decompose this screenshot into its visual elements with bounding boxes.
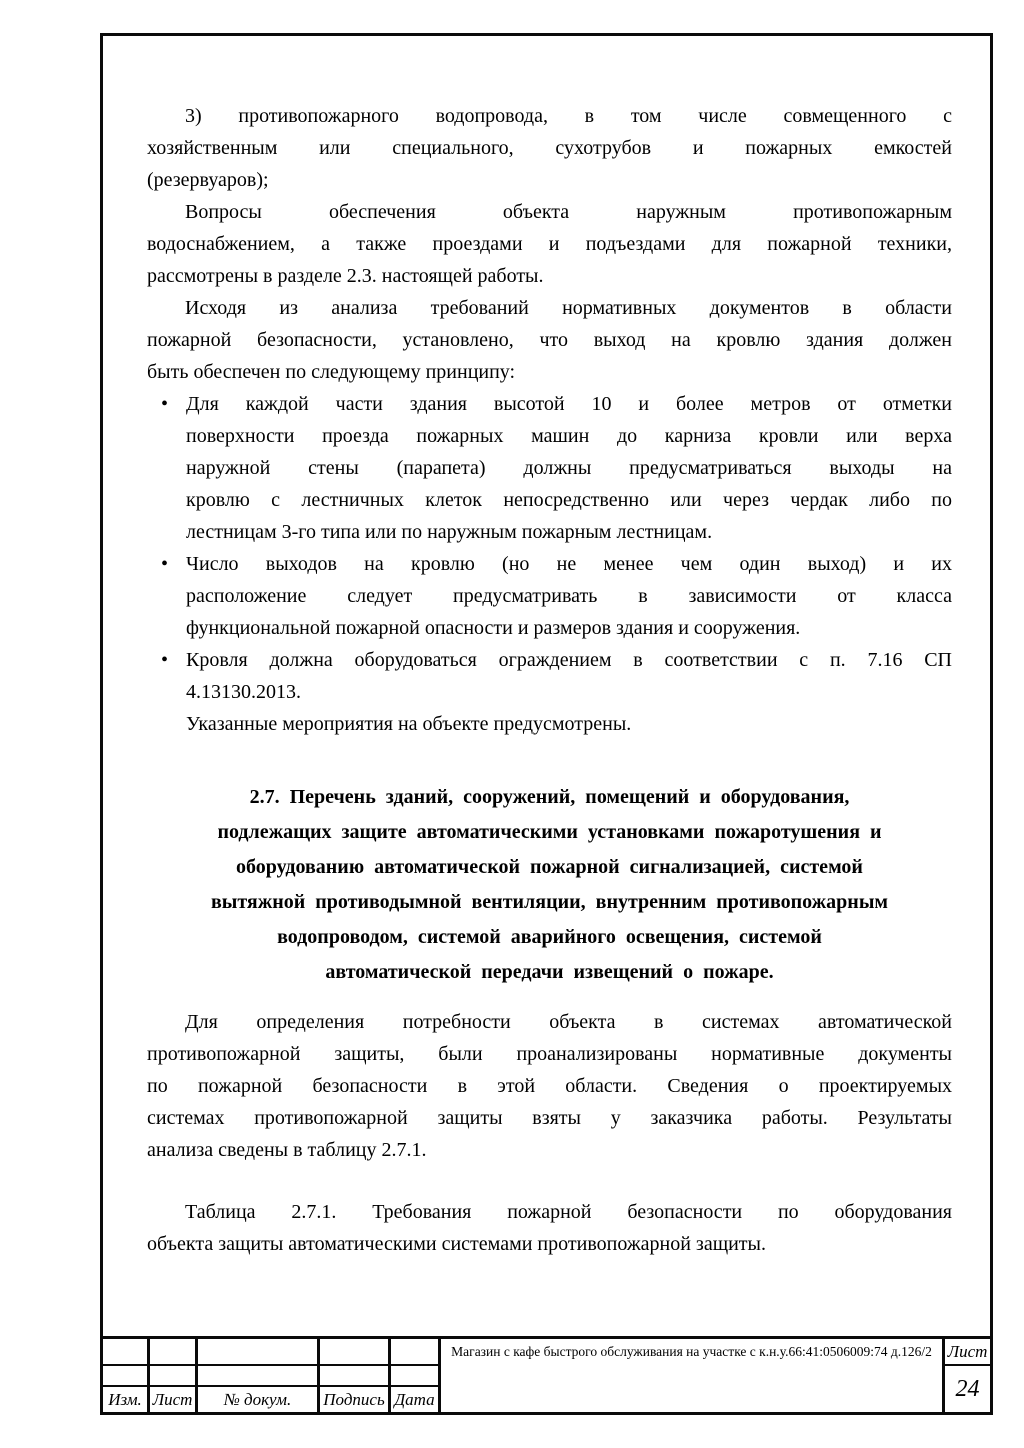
text-line: быть обеспечен по следующему принципу: xyxy=(147,361,516,383)
text-line: • Для каждой части здания высотой 10 и более метров от отметки xyxy=(186,393,952,415)
text-line: (резервуаров); xyxy=(147,169,269,191)
text-line: Для определения потребности объекта в системах автоматической xyxy=(185,1011,952,1033)
heading-line: водопроводом, системой аварийного освещения, системой xyxy=(277,926,822,948)
bullet-item xyxy=(147,548,952,644)
text-line: кровлю с лестничных клеток непосредственно или через чердак либо по xyxy=(186,489,952,511)
note-line: Указанные мероприятия на объекте предусмотрены. xyxy=(186,713,632,735)
paragraph-2 xyxy=(147,196,952,292)
text-line: хозяйственным или специального, сухотрубов и пожарных емкостей xyxy=(147,137,952,159)
titleblock-divider xyxy=(103,1364,441,1366)
heading-line: оборудованию автоматической пожарной сигнализацией, системой xyxy=(236,856,863,878)
title-block xyxy=(103,1336,990,1412)
text-line: поверхности проезда пожарных машин до карниза кровли или верха xyxy=(186,425,952,447)
bullet-item xyxy=(147,644,952,708)
stamp-sheet-number: 24 xyxy=(955,1375,980,1402)
stamp-label-podpis: Подпись xyxy=(323,1389,385,1409)
stamp-sheet-label: Лист xyxy=(947,1341,988,1361)
heading-line: 2.7. Перечень зданий, сооружений, помещений и оборудования, xyxy=(249,786,850,808)
text-line: пожарной безопасности, установлено, что выход на кровлю здания должен xyxy=(147,329,952,351)
document-content xyxy=(147,100,952,1260)
text-line: • Кровля должна оборудоваться ограждением в соответствии с п. 7.16 СП xyxy=(186,649,952,671)
paragraph-table-caption xyxy=(147,1196,952,1260)
text-line: 4.13130.2013. xyxy=(186,681,301,703)
stamp-label-list: Лист xyxy=(152,1389,193,1409)
text-line: Исходя из анализа требований нормативных документов в области xyxy=(185,297,952,319)
paragraph-4 xyxy=(147,1006,952,1166)
text-line: Вопросы обеспечения объекта наружным противопожарным xyxy=(185,201,952,223)
paragraph-1 xyxy=(147,100,952,196)
text-line: по пожарной безопасности в этой области. Сведения о проектируемых xyxy=(147,1075,952,1097)
text-line: рассмотрены в разделе 2.3. настоящей работы. xyxy=(147,265,544,287)
text-line: расположение следует предусматривать в зависимости от класса xyxy=(186,585,952,607)
stamp-doc-title: Магазин с кафе быстрого обслуживания на участке с к.н.у.66:41:0506009:74 д.126/2 xyxy=(451,1343,932,1359)
paragraph-3 xyxy=(147,292,952,388)
text-line: Таблица 2.7.1. Требования пожарной безопасности по оборудования xyxy=(185,1201,952,1223)
text-line: объекта защиты автоматическими системами противопожарной защиты. xyxy=(147,1233,766,1255)
text-line: • Число выходов на кровлю (но не менее чем один выход) и их xyxy=(186,553,952,575)
heading-line: подлежащих защите автоматическими установками пожаротушения и xyxy=(217,821,882,843)
stamp-label-data: Дата xyxy=(394,1389,435,1409)
text-line: противопожарной защиты, были проанализированы нормативные документы xyxy=(147,1043,952,1065)
text-line: системах противопожарной защиты взяты у заказчика работы. Результаты xyxy=(147,1107,952,1129)
text-line: 3) противопожарного водопровода, в том числе совмещенного с xyxy=(185,105,952,127)
bullet-list xyxy=(147,388,952,708)
heading-line: вытяжной противодымной вентиляции, внутренним противопожарным xyxy=(210,891,889,913)
stamp-label-dokum: № докум. xyxy=(223,1389,292,1409)
text-line: водоснабжением, а также проездами и подъездами для пожарной техники, xyxy=(147,233,952,255)
page-frame xyxy=(100,33,993,1415)
text-line: наружной стены (парапета) должны предусматриваться выходы на xyxy=(186,457,952,479)
heading-line: автоматической передачи извещений о пожаре. xyxy=(325,961,774,983)
section-heading xyxy=(147,780,952,990)
text-line: лестницам 3-го типа или по наружным пожарным лестницам. xyxy=(186,521,713,543)
bullet-item xyxy=(147,388,952,548)
stamp-label-izm: Изм. xyxy=(108,1389,142,1409)
text-line: функциональной пожарной опасности и размеров здания и сооружения. xyxy=(186,617,801,639)
text-line: анализа сведены в таблицу 2.7.1. xyxy=(147,1139,427,1161)
